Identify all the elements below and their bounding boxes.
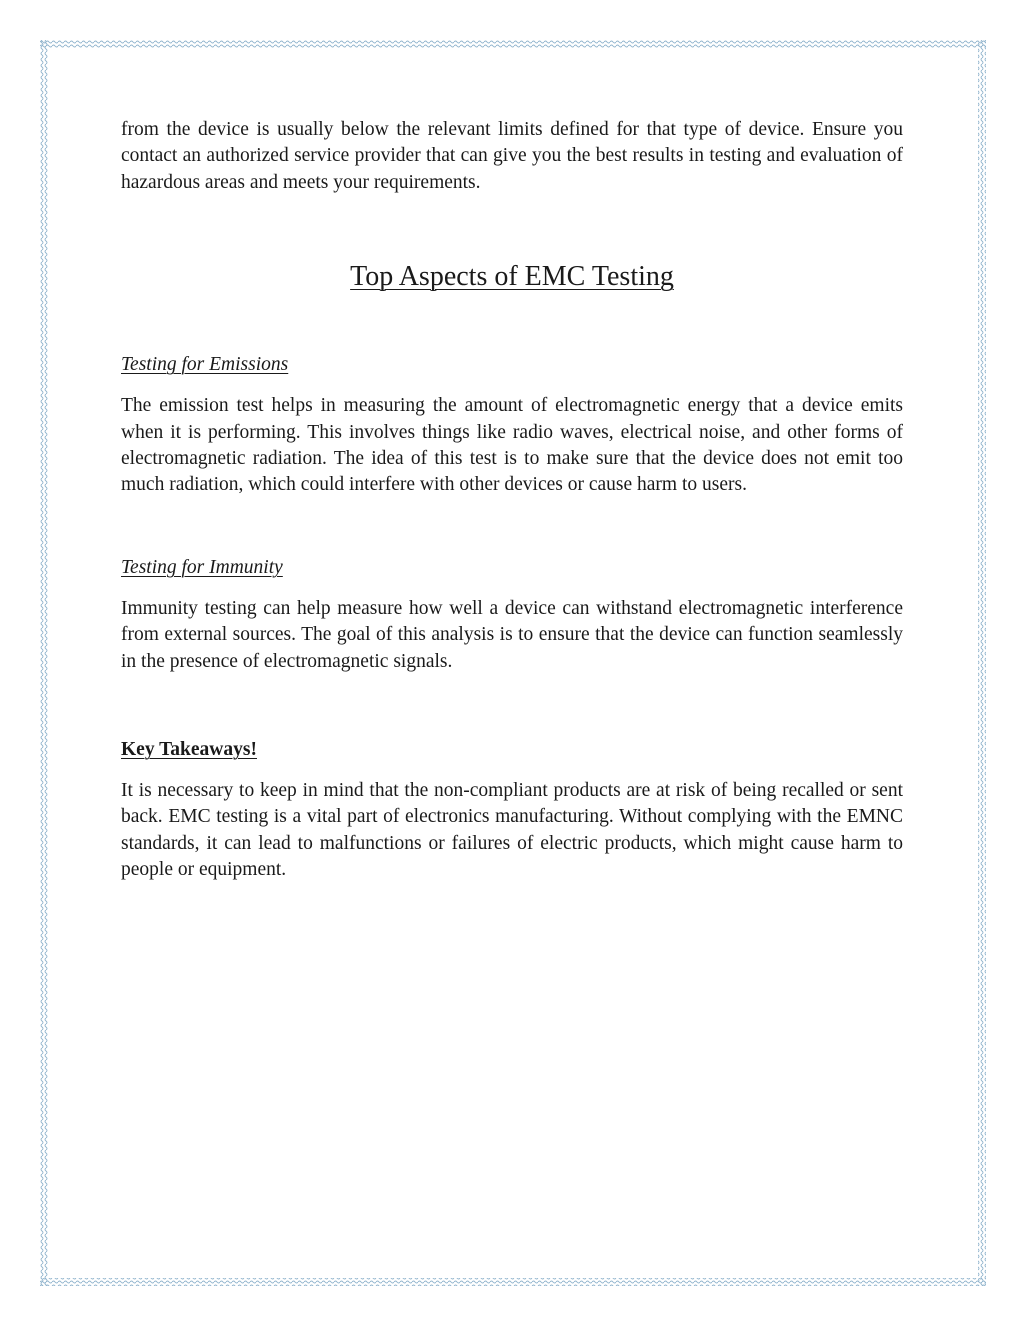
section-body-immunity: Immunity testing can help measure how well a device can withstand electromagnetic interference from external sources. The goal of this analysis is to ensure that the device can function seamlessly in the presence of electromagnetic signals.	[121, 597, 903, 672]
section-heading-emissions: Testing for Emissions	[121, 354, 289, 376]
section-body-emissions: The emission test helps in measuring the amount of electromagnetic energy that a device emits when it is performing. This involves things like radio waves, electrical noise, and other forms of electromagnetic radiation. The idea of this test is to make sure that the device does not emit too much radiation, which could interfere with other devices or cause harm to users.	[121, 395, 903, 496]
intro-paragraph: from the device is usually below the relevant limits defined for that type of device. Ensure you contact an authorized service provider that can give you the best results in testing and evaluation of hazardous areas and meets your requirements.	[121, 119, 903, 193]
border-bottom	[40, 1278, 986, 1286]
page-title: Top Aspects of EMC Testing	[350, 261, 674, 293]
border-left	[40, 40, 48, 1286]
section-body-key-takeaways: It is necessary to keep in mind that the non-compliant products are at risk of being recalled or sent back. EMC testing is a vital part of electronics manufacturing. Without complying with the EMNC standards, it can lead to malfunctions or failures of electric products, which might cause harm to people or equipment.	[121, 780, 903, 881]
section-heading-key-takeaways: Key Takeaways!	[121, 739, 257, 761]
document-body	[121, 117, 903, 884]
section-heading-immunity: Testing for Immunity	[121, 556, 283, 578]
border-top	[40, 40, 986, 48]
border-right	[978, 40, 986, 1286]
